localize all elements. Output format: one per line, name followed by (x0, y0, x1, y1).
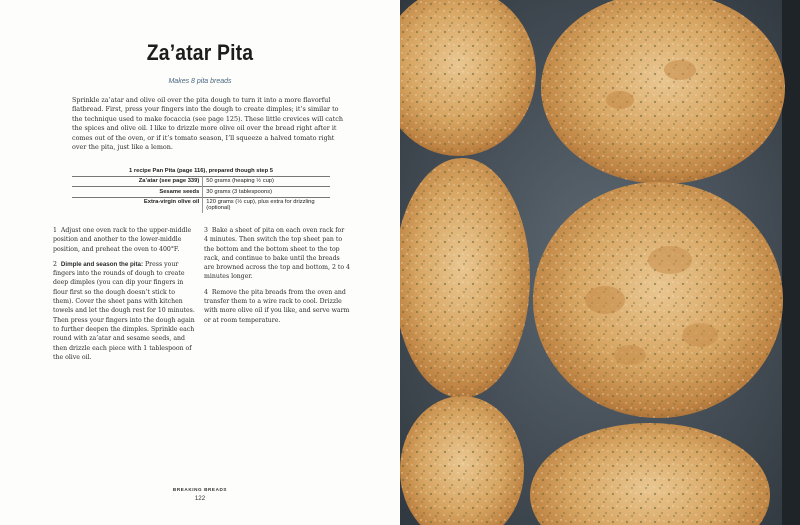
step-text: Remove the pita breads from the oven and transfer them to a wire rack to cool. Drizzle with more olive oil if you like, and serve warm or at room temperature. (204, 288, 350, 324)
step-number: 3 (204, 227, 208, 234)
step-number: 4 (204, 288, 208, 296)
ingredient-amount: 120 grams (½ cup), plus extra for drizzling (optional) (203, 197, 330, 213)
step-4 (204, 288, 350, 325)
page-number: 122 (194, 495, 206, 502)
ingredients-table (72, 167, 330, 213)
step-text: Adjust one oven rack to the upper-middle position and another to the lower-middle position, and preheat the oven to 400°F. (53, 227, 192, 253)
step-heading: Dimple and season the pita: (60, 260, 144, 268)
ingredient-row (72, 187, 330, 197)
ingredient-row (72, 197, 330, 213)
recipe-intro: Sprinkle za’atar and olive oil over the pita dough to turn it into a more flavorful flatbread. First, press your fingers into the dough to create dimples; it’s similar to the technique used to make focaccia (see page 125). These little crevices will catch the spices and olive oil. I like to drizzle more olive oil over the bread right after it comes out of the oven, or if it’s tomato season, I’ll squeeze a halved tomato right over the pita, just like a lemon. (72, 96, 343, 152)
recipe-yield: Makes 8 pita breads (168, 78, 232, 85)
step-number: 2 (53, 260, 57, 268)
step-2 (53, 260, 195, 362)
recipe-title: Za’atar Pita (146, 40, 254, 65)
pita-photo (400, 0, 800, 525)
pita-photo-illustration (400, 0, 800, 525)
step-number: 1 (53, 227, 57, 234)
steps-column-left (53, 226, 195, 368)
step-text: Press your fingers into the rounds of dough to create deep dimples (you can dip your fingers in flour first so the dough doesn’t stick to them). Cover the sheet pans with kitchen towels and let the dough rest for 10 minutes. Then press your fingers into the dough again to further deepen the dimples. Sprinkle each round with za’atar and sesame seeds, and then drizzle each piece with 1 tablespoon of the olive oil. (53, 260, 195, 361)
pita-bread (533, 182, 783, 418)
ingredient-row (72, 177, 330, 187)
page-footer (0, 487, 400, 502)
step-text: Bake a sheet of pita on each oven rack for 4 minutes. Then switch the top sheet pan to the bottom and the bottom sheet to the top rack, and continue to bake until the breads are browned across the top and bottom, 2 to 4 minutes longer. (204, 227, 350, 281)
step-1 (53, 226, 195, 254)
ingredient-name: Za’atar (see page 339) (138, 178, 200, 185)
ingredient-amount: 30 grams (3 tablespoons) (203, 187, 330, 197)
ingredient-name: Sesame seeds (159, 188, 200, 195)
sheet-edge (782, 0, 800, 525)
step-3 (204, 226, 350, 282)
pita-bread (400, 158, 530, 398)
section-name: BREAKING BREADS (172, 487, 228, 492)
ingredient-name: Extra-virgin olive oil (143, 198, 200, 205)
ingredient-amount: 50 grams (heaping ½ cup) (203, 177, 330, 187)
pita-bread (541, 0, 785, 184)
steps-column-right (204, 226, 350, 331)
ingredients-header: 1 recipe Pan Pita (page 116), prepared though step 5 (129, 168, 273, 175)
